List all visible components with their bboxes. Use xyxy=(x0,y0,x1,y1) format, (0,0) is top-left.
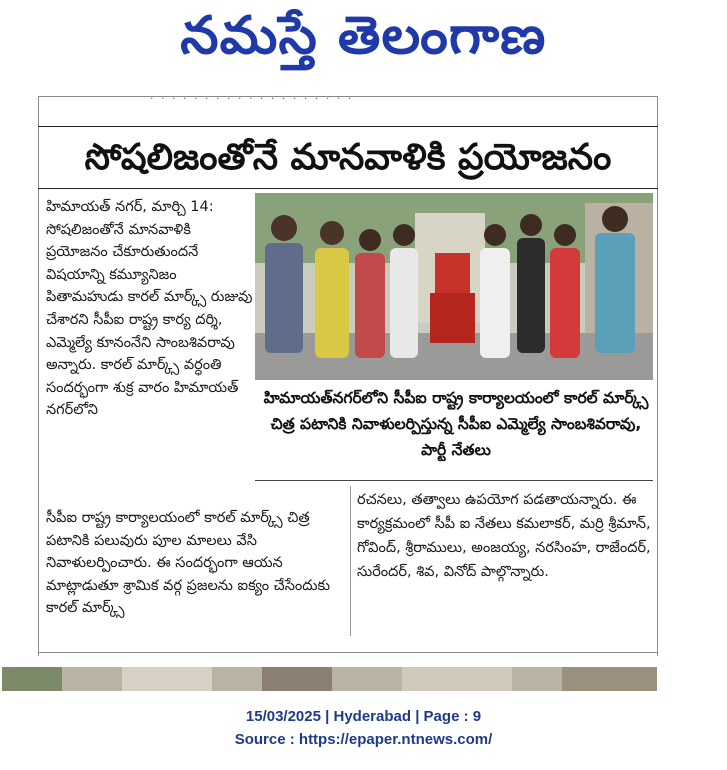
caption-rule xyxy=(255,480,653,481)
cropped-text-line: · · · · · · · · · · · · · · · · · · · xyxy=(150,92,354,105)
masthead-title: నమస్తే తెలంగాణ xyxy=(180,6,547,66)
photo-caption: హిమాయత్‌నగర్‌లోని సీపీఐ రాష్ట్ర కార్యాలయంలో కారల్ మార్క్స్ చిత్ర పటానికి నివాళులర్పిస్తున్న సీపీఐ ఎమ్మెల్యే సాంబశివరావు, పార్టీ నేతలు xyxy=(263,389,649,459)
article-headline: సోషలిజంతోనే మానవాళికి ప్రయోజనం xyxy=(84,137,612,178)
adjacent-photo-graphic xyxy=(2,667,657,691)
column-divider xyxy=(350,486,351,636)
adjacent-photo-strip xyxy=(2,667,657,691)
article-body-left: హిమాయత్ నగర్, మార్చి 14: సోషలిజంతోనే మానవాళికి ప్రయోజనం చేకూరుతుందనే విషయాన్ని కమ్యూనిజం పితామహుడు కారల్ మార్క్స్ రుజువు చేశారని సీపీఐ రాష్ట్ర కార్య దర్శి, ఎమ్మెల్యే కూనంనేని సాంబశివరావు అన్నారు. కారల్ మార్క్స్ వర్ధంతి సందర్భంగా శుక్ర వారం హిమాయత్ నగర్‌లోని xyxy=(46,199,253,419)
footer-dateline: 15/03/2025 | Hyderabad | Page : 9 xyxy=(245,708,482,725)
bottom-rule xyxy=(38,652,658,653)
footer-source: Source : https://epaper.ntnews.com/ xyxy=(234,731,493,748)
news-photo-graphic xyxy=(255,193,653,380)
masthead xyxy=(0,0,727,80)
article-body-right: రచనలు, తత్వాలు ఉపయోగ పడతాయన్నారు. ఈ కార్యక్రమంలో సీపీ ఐ నేతలు కమలాకర్, మర్రి శ్రీమాన్, గోవింద్, శ్రీరాములు, అంజయ్య, నరసింహ, రాజేందర్, సురేందర్, శివ, వినోద్ పాల్గొన్నారు. xyxy=(357,492,651,580)
article-body-left-wide: సీపీఐ రాష్ట్ర కార్యాలయంలో కారల్ మార్క్స్ చిత్ర పటానికి పలువురు పూల మాలలు వేసి నివాళులర్పించారు. ఈ సందర్భంగా ఆయన మాట్లాడుతూ శ్రామిక వర్గ ప్రజలను ఐక్యం చేసేందుకు కారల్ మార్క్స్ xyxy=(46,510,331,617)
news-photo xyxy=(255,193,653,380)
headline-top-rule xyxy=(38,126,658,127)
footer xyxy=(0,705,727,751)
headline-bottom-rule xyxy=(38,188,658,189)
